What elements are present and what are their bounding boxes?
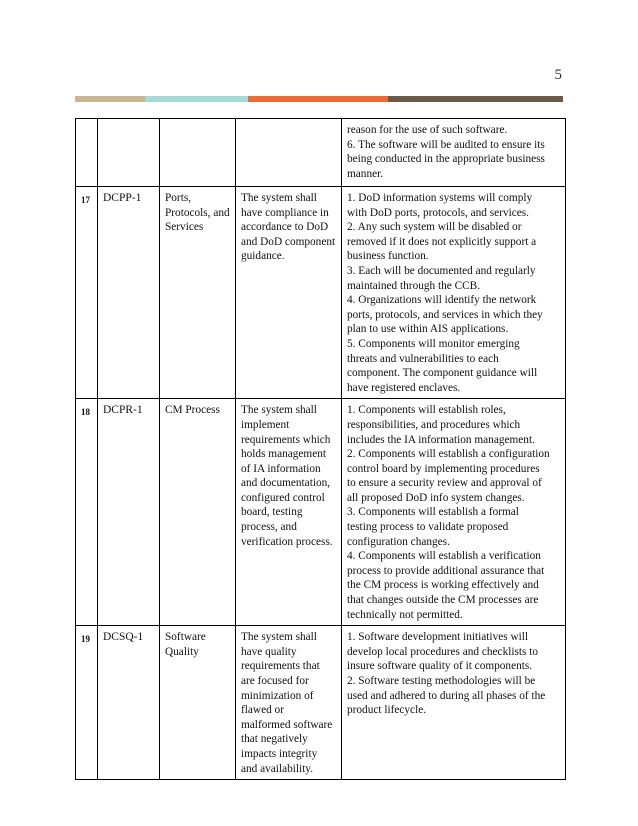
- control-name-cell: [160, 119, 236, 187]
- implementation-detail-line: all proposed DoD info system changes.: [347, 491, 525, 504]
- table-row: [76, 399, 566, 626]
- implementation-details-cell: [342, 626, 566, 780]
- implementation-details-cell: [342, 187, 566, 399]
- row-number-cell: 17: [76, 187, 98, 399]
- control-id-cell: [98, 119, 160, 187]
- implementation-detail-line: component. The component guidance will: [347, 367, 538, 380]
- requirement-line: and documentation,: [241, 477, 331, 490]
- implementation-detail-line: 5. Components will monitor emerging: [347, 337, 520, 350]
- implementation-detail-line: ports, protocols, and services in which they: [347, 308, 543, 321]
- requirement-line: have compliance in: [241, 206, 329, 219]
- requirements-table: [75, 118, 566, 780]
- implementation-detail-line: 4. Organizations will identify the network: [347, 294, 537, 307]
- implementation-detail-line: product lifecycle.: [347, 704, 427, 717]
- implementation-detail-line: develop local procedures and checklists to: [347, 645, 539, 658]
- implementation-detail-line: 1. Components will establish roles,: [347, 404, 506, 417]
- implementation-detail-line: 2. Software testing methodologies will be: [347, 675, 536, 687]
- implementation-detail-line: business function.: [347, 250, 429, 263]
- control-name-cell: [160, 626, 236, 780]
- requirement-line: guidance.: [241, 250, 285, 263]
- implementation-detail-line: the CM process is working effectively and: [347, 579, 539, 592]
- color-bar-segment-orange: [248, 96, 388, 102]
- requirement-cell: [236, 119, 342, 187]
- implementation-detail-line: 2. Any such system will be disabled or: [347, 221, 522, 234]
- implementation-detail-line: manner.: [347, 167, 384, 180]
- requirement-line: malformed software: [241, 718, 333, 731]
- requirement-cell: [236, 399, 342, 626]
- control-name-line: Quality: [165, 645, 199, 658]
- control-name-line: Protocols, and: [165, 206, 230, 219]
- implementation-detail-line: threats and vulnerabilities to each: [347, 352, 499, 365]
- table-row: [76, 626, 566, 780]
- control-id-cell: DCPP-1: [98, 187, 160, 399]
- requirement-line: are focused for: [241, 675, 309, 687]
- row-number-cell: [76, 119, 98, 187]
- implementation-detail-line: plan to use within AIS applications.: [347, 323, 509, 336]
- requirement-line: requirements which: [241, 433, 331, 446]
- control-id-cell: DCPR-1: [98, 399, 160, 626]
- requirement-cell: [236, 626, 342, 780]
- implementation-detail-line: with DoD ports, protocols, and services.: [347, 206, 529, 219]
- requirement-line: implement: [241, 418, 290, 431]
- requirement-line: The system shall: [241, 404, 317, 417]
- control-name-line: Ports,: [165, 192, 192, 204]
- requirement-line: impacts integrity: [241, 747, 318, 760]
- implementation-detail-line: reason for the use of such software.: [347, 124, 508, 136]
- requirement-line: holds management: [241, 448, 327, 461]
- control-name-cell: [160, 399, 236, 626]
- requirement-line: board, testing: [241, 506, 303, 519]
- implementation-detail-line: to ensure a security review and approval of: [347, 477, 542, 490]
- implementation-detail-line: that changes outside the CM processes are: [347, 594, 539, 607]
- control-name-line: Software: [165, 631, 206, 644]
- implementation-detail-line: insure software quality of it components.: [347, 660, 533, 673]
- requirement-line: and DoD component: [241, 235, 336, 248]
- table-row: [76, 187, 566, 399]
- implementation-detail-line: 4. Components will establish a verification: [347, 550, 541, 563]
- implementation-detail-line: 1. Software development initiatives will: [347, 631, 529, 644]
- implementation-detail-line: 1. DoD information systems will comply: [347, 192, 533, 204]
- requirement-line: verification process.: [241, 535, 333, 548]
- control-name-cell: [160, 187, 236, 399]
- row-number-cell: 18: [76, 399, 98, 626]
- color-bar-segment-tan: [75, 96, 145, 102]
- control-name-line: CM Process: [165, 404, 220, 417]
- implementation-detail-line: testing process to validate proposed: [347, 521, 509, 534]
- requirement-line: requirements that: [241, 660, 320, 673]
- implementation-detail-line: used and adhered to during all phases of the: [347, 689, 546, 702]
- implementation-detail-line: process to provide additional assurance that: [347, 564, 545, 577]
- requirement-line: that negatively: [241, 733, 308, 746]
- implementation-detail-line: includes the IA information management.: [347, 433, 535, 446]
- implementation-detail-line: 3. Each will be documented and regularly: [347, 264, 536, 277]
- requirement-line: The system shall: [241, 631, 317, 644]
- requirement-line: The system shall: [241, 192, 317, 204]
- implementation-detail-line: being conducted in the appropriate business: [347, 153, 545, 166]
- table-row: [76, 119, 566, 187]
- color-bar-segment-brown: [388, 96, 563, 102]
- row-number-cell: 19: [76, 626, 98, 780]
- requirement-line: flawed or: [241, 704, 284, 717]
- requirement-line: have quality: [241, 645, 297, 658]
- implementation-detail-line: control board by implementing procedures: [347, 462, 540, 475]
- implementation-detail-line: have registered enclaves.: [347, 381, 461, 394]
- requirement-line: accordance to DoD: [241, 221, 329, 234]
- implementation-detail-line: technically not permitted.: [347, 608, 463, 621]
- page-number: 5: [554, 67, 562, 83]
- implementation-detail-line: 6. The software will be audited to ensure its: [347, 138, 545, 151]
- requirement-cell: [236, 187, 342, 399]
- implementation-detail-line: configuration changes.: [347, 535, 450, 548]
- requirement-line: process, and: [241, 521, 297, 534]
- implementation-detail-line: responsibilities, and procedures which: [347, 418, 521, 431]
- requirements-table-body: [76, 119, 566, 780]
- implementation-detail-line: removed if it does not explicitly support a: [347, 235, 537, 248]
- requirement-line: and availability.: [241, 762, 314, 775]
- requirement-line: of IA information: [241, 462, 321, 475]
- color-bar-segment-teal: [145, 96, 248, 102]
- control-name-line: Services: [165, 221, 204, 234]
- implementation-details-cell: [342, 399, 566, 626]
- requirement-line: minimization of: [241, 689, 314, 702]
- implementation-detail-line: maintained through the CCB.: [347, 279, 481, 292]
- implementation-detail-line: 2. Components will establish a configuration: [347, 448, 550, 461]
- implementation-details-cell: [342, 119, 566, 187]
- header-color-bar: [75, 96, 563, 102]
- implementation-detail-line: 3. Components will establish a formal: [347, 506, 519, 519]
- requirement-line: configured control: [241, 491, 325, 504]
- control-id-cell: DCSQ-1: [98, 626, 160, 780]
